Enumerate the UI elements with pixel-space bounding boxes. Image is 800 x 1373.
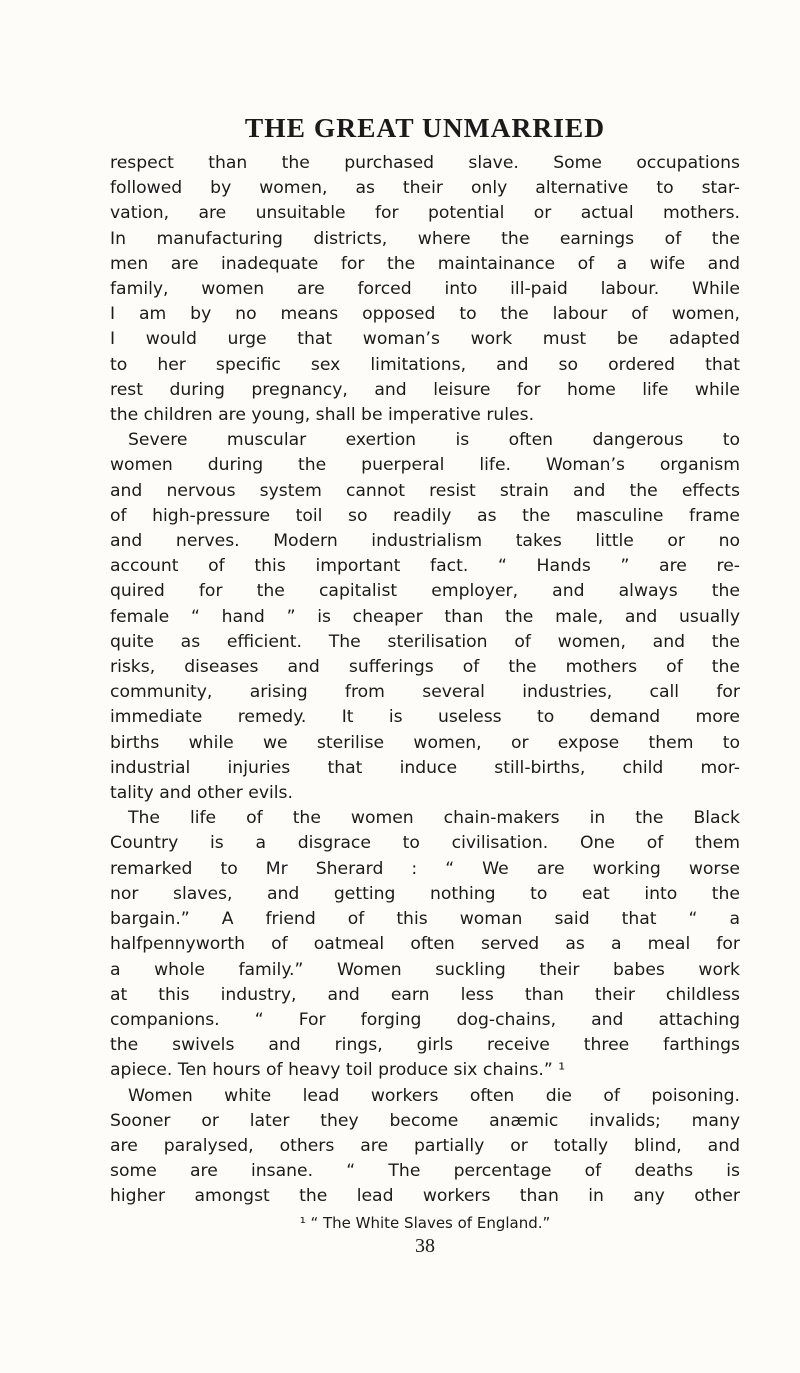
text-line: remarked to Mr Sherard : “ We are working worse <box>110 858 740 879</box>
text-line: and nervous system cannot resist strain and the effects <box>110 480 740 501</box>
text-line: the children are young, shall be imperative rules. <box>110 405 535 426</box>
text-line: female “ hand ” is cheaper than the male, and usually <box>110 606 740 627</box>
text-line: halfpennyworth of oatmeal often served as a meal for <box>110 934 740 955</box>
text-line: I am by no means opposed to the labour of women, <box>110 304 740 325</box>
text-line: bargain.” A friend of this woman said that “ a <box>110 909 740 930</box>
text-line: community, arising from several industries, call for <box>110 682 740 703</box>
text-line: companions. “ For forging dog-chains, and attaching <box>110 1009 740 1030</box>
running-head: THE GREAT UNMARRIED <box>244 112 606 143</box>
text-line: I would urge that woman’s work must be adapted <box>110 329 740 350</box>
text-line: of high-pressure toil so readily as the masculine frame <box>110 505 740 526</box>
text-line: nor slaves, and getting nothing to eat into the <box>110 883 740 904</box>
page-number: 38 <box>415 1234 435 1257</box>
text-line: Sooner or later they become anæmic invalids; many <box>110 1110 740 1131</box>
text-line: immediate remedy. It is useless to demand more <box>110 707 740 728</box>
text-line: respect than the purchased slave. Some occupations <box>110 153 740 173</box>
text-line: quired for the capitalist employer, and always the <box>110 581 740 602</box>
text-line: the swivels and rings, girls receive three farthings <box>110 1035 740 1056</box>
text-line: Country is a disgrace to civilisation. One of them <box>110 833 740 854</box>
text-line: account of this important fact. “ Hands ” are re- <box>110 556 740 577</box>
text-line: rest during pregnancy, and leisure for home life while <box>110 379 740 400</box>
text-line: In manufacturing districts, where the earnings of the <box>110 228 740 249</box>
text-line: The life of the women chain-makers in the Black <box>128 808 740 829</box>
body-text <box>110 151 740 1210</box>
text-line: apiece. Ten hours of heavy toil produce six chains.” ¹ <box>110 1060 566 1081</box>
text-line: and nerves. Modern industrialism takes little or no <box>110 531 740 552</box>
text-line: industrial injuries that induce still-births, child mor- <box>110 757 740 778</box>
text-line: are paralysed, others are partially or totally blind, and <box>110 1135 740 1156</box>
text-line: vation, are unsuitable for potential or actual mothers. <box>110 203 740 224</box>
text-line: women during the puerperal life. Woman’s organism <box>110 455 740 476</box>
text-line: followed by women, as their only alternative to star- <box>110 178 740 199</box>
text-line: higher amongst the lead workers than in any other <box>110 1186 740 1207</box>
text-line: Severe muscular exertion is often dangerous to <box>128 430 740 451</box>
text-line: Women white lead workers often die of poisoning. <box>128 1085 740 1106</box>
text-line: tality and other evils. <box>110 783 293 804</box>
text-line: quite as efficient. The sterilisation of women, and the <box>110 631 740 652</box>
text-line: family, women are forced into ill-paid labour. While <box>110 279 740 300</box>
text-line: at this industry, and earn less than their childless <box>110 984 740 1005</box>
text-line: some are insane. “ The percentage of deaths is <box>110 1161 740 1182</box>
text-line: risks, diseases and sufferings of the mothers of the <box>110 657 740 678</box>
footnote: ¹ “ The White Slaves of England.” <box>299 1213 551 1232</box>
text-line: births while we sterilise women, or expose them to <box>110 732 740 753</box>
text-line: a whole family.” Women suckling their babes work <box>110 959 740 980</box>
book-page <box>110 110 740 1258</box>
text-line: to her specific sex limitations, and so ordered that <box>110 354 740 375</box>
text-line: men are inadequate for the maintainance of a wife and <box>110 253 740 274</box>
